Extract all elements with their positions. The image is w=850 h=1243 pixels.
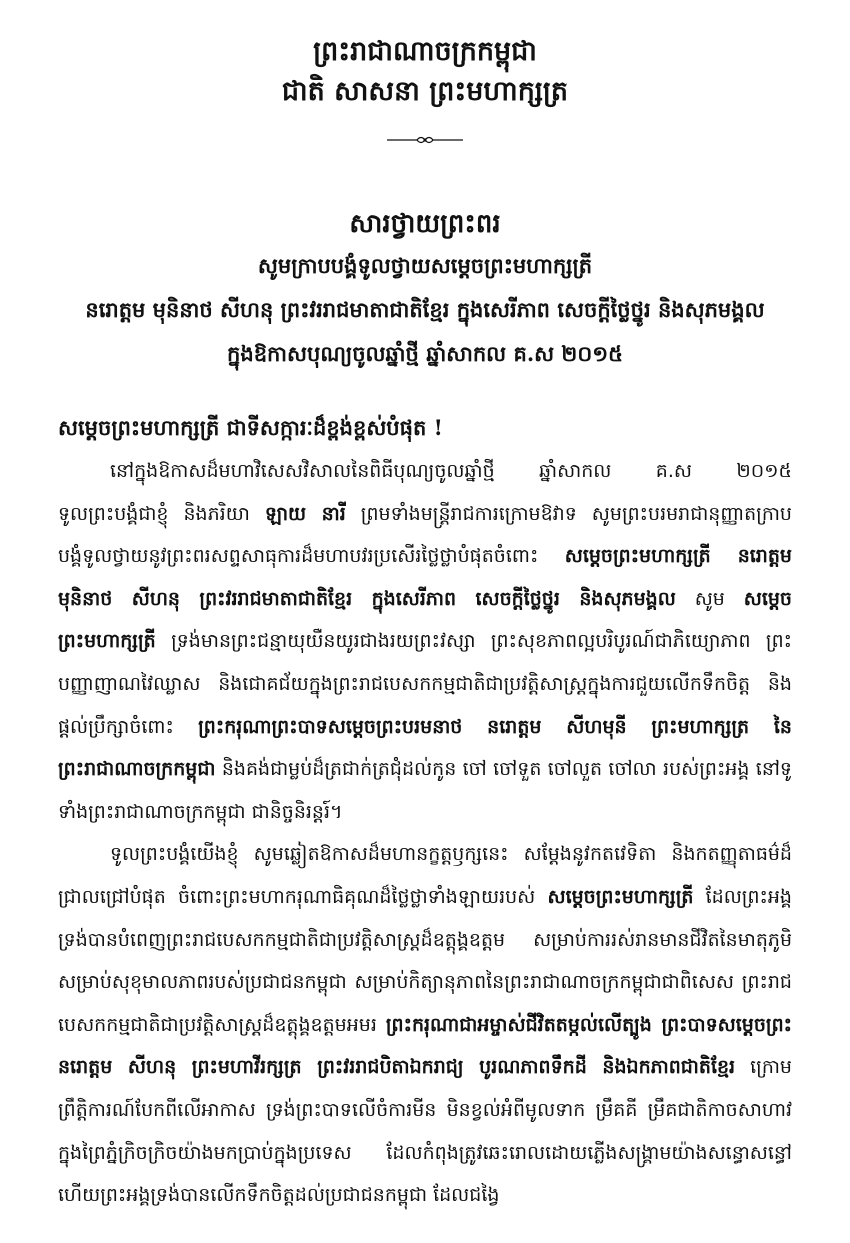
- national-motto-kingdom: ព្រះរាជាណាចក្រកម្ពុជា: [313, 36, 537, 67]
- letter-salutation: សម្តេចព្រះមហាក្សត្រី ជាទីសក្ការៈដ៏ខ្ពង់ខ្ពស់បំផុត !: [58, 415, 443, 440]
- letter-subtitle-line-1: សូមក្រាបបង្គំទូលថ្វាយសម្តេចព្រះមហាក្សត្រី: [257, 253, 593, 278]
- paragraph-text: ទ្រង់មានព្រះជន្មាយុយឺនយូរជាងរយព្រះវស្សា ព្រះសុខភាពល្អបរិបូរណ៍ជាភិយ្យោភាព ព្រះបញ្ញាញាណវៃឈ្លាស និងជោគជ័យក្នុងព្រះរាជបេសកកម្មជាតិជាប្រវត្តិសាស្ត្រក្នុងការជួយលើកទឹកចិត្ត និងផ្តល់ប្រឹក្សាចំពោះ: [58, 630, 792, 738]
- paragraph-text: សូម: [675, 587, 744, 610]
- paragraph-text-bold: សម្តេចព្រះមហាក្សត្រី នរោត្តម មុនិនាថ សីហនុ ព្រះវររាជមាតាជាតិខ្មែរ ក្នុងសេរីភាព សេចក្តីថ្លៃថ្នូរ និងសុភមង្គល: [58, 545, 792, 610]
- letter-subtitle-line-3: ក្នុងឱកាសបុណ្យចូលឆ្នាំថ្មី ឆ្នាំសាកល គ.ស ២០១៥: [227, 341, 623, 366]
- paragraph-text: នៅក្នុងឱកាសដ៏មហាវិសេសវិសាលនៃពិធីបុណ្យចូលឆ្នាំថ្មី ឆ្នាំសាកល គ.ស ២០១៥ ទូលព្រះបង្គំជាខ្ញុំ និងភរិយា: [58, 460, 792, 525]
- paragraph-text: និងគង់ជាម្លប់ដ៏ត្រជាក់ត្រជុំដល់កូន ចៅ ចៅទួត ចៅលួត ចៅលា របស់ព្រះអង្គ នៅទូទាំងព្រះរាជាណាចក្រកម្ពុជា ជានិច្ចនិរន្តរ៍។: [58, 758, 792, 823]
- paragraph-text-bold: ព្រះករុណាព្រះបាទសម្តេចព្រះបរមនាថ នរោត្តម សីហមុនី ព្រះមហាក្សត្រ នៃព្រះរាជាណាចក្រកម្ពុជា: [58, 715, 792, 781]
- paragraph-text: ទូលព្រះបង្គំយើងខ្ញុំ សូមឆ្លៀតឱកាសដ៏មហានក្ខត្តឫក្សនេះ សម្តែងនូវកតវេទិតា និងកតញ្ញុតាធម៌ដ៏ជ្រាលជ្រៅបំផុត ចំពោះព្រះមហាករុណាធិគុណដ៏ថ្លៃថ្លាទាំងឡាយរបស់: [58, 843, 792, 908]
- national-motto-nation-religion-king: ជាតិ សាសនា ព្រះមហាក្សត្រ: [281, 76, 569, 107]
- paragraph-text: ក្រោមព្រឹត្តិការណ៍បែកពីលើអាកាស ទ្រង់ព្រះបាទលើចំការមីន មិនខ្វល់អំពីមូលទាក ម្រឹគគី ម្រឹគជាតិកាចសាហាវក្នុងព្រៃភ្នំក្រិចក្រិចយ៉ាងមកប្រាប់ក្នុងប្រទេស ដែលកំពុងត្រូវឆេះរោលដោយភ្លើងសង្គ្រាមយ៉ាងសន្ធោសន្ធៅ ហើយព្រះអង្គទ្រង់បានលើកទឹកចិត្តដល់ប្រជាជនកម្ពុជា ដែលជង្វៃ: [58, 1056, 792, 1207]
- paragraph-text: ដែលព្រះអង្គទ្រង់បានបំពេញព្រះរាជបេសកកម្មជាតិជាប្រវត្តិសាស្ត្រដ៏ឧត្តុង្គឧត្តម សម្រាប់ការរស់រានមានជីវិតនៃមាតុភូមិ សម្រាប់សុខុមាលភាពរបស់ប្រជាជនកម្ពុជា សម្រាប់កិត្យានុភាពនៃព្រះរាជាណាចក្រកម្ពុជាជាពិសេស ព្រះរាជបេសកកម្មជាតិជាប្រវត្តិសាស្ត្រដ៏ឧត្តុង្គឧត្តមអមរ: [58, 885, 792, 1036]
- paragraph-text-bold: សម្តេចព្រះមហាក្សត្រី: [58, 587, 792, 653]
- body-paragraph-1: [58, 450, 792, 833]
- letter-title: សារថ្វាយព្រះពរ: [349, 209, 501, 239]
- ornament-divider-icon: [387, 134, 463, 146]
- body-paragraph-2: [58, 833, 792, 1216]
- paragraph-text-bold: ឡាយ នារី: [264, 502, 346, 525]
- paragraph-text-bold: ព្រះករុណាជាអម្ចាស់ជីវិតតម្កល់លើត្បូង ព្រះបាទសម្តេចព្រះ នរោត្តម សីហនុ ព្រះមហាវីរក្សត្រ ព្រះវររាជបិតាឯករាជ្យ បូរណភាពទឹកដី និងឯកភាពជាតិខ្មែរ: [58, 1013, 792, 1079]
- letter-subtitle-line-2: នរោត្តម មុនិនាថ សីហនុ ព្រះវររាជមាតាជាតិខ្មែរ ក្នុងសេរីភាព សេចក្តីថ្លៃថ្នូរ និងសុភមង្គល: [85, 297, 765, 322]
- paragraph-text: ព្រមទាំងមន្ត្រីរាជការក្រោមឱវាទ សូមព្រះបរមរាជានុញ្ញាតក្រាបបង្គំទូលថ្វាយនូវព្រះពរសព្ទសាធុការដ៏មហាបវរប្រសើរថ្លៃថ្លាបំផុតចំពោះ: [58, 502, 792, 568]
- paragraph-text-bold: សម្តេចព្រះមហាក្សត្រី: [547, 885, 694, 908]
